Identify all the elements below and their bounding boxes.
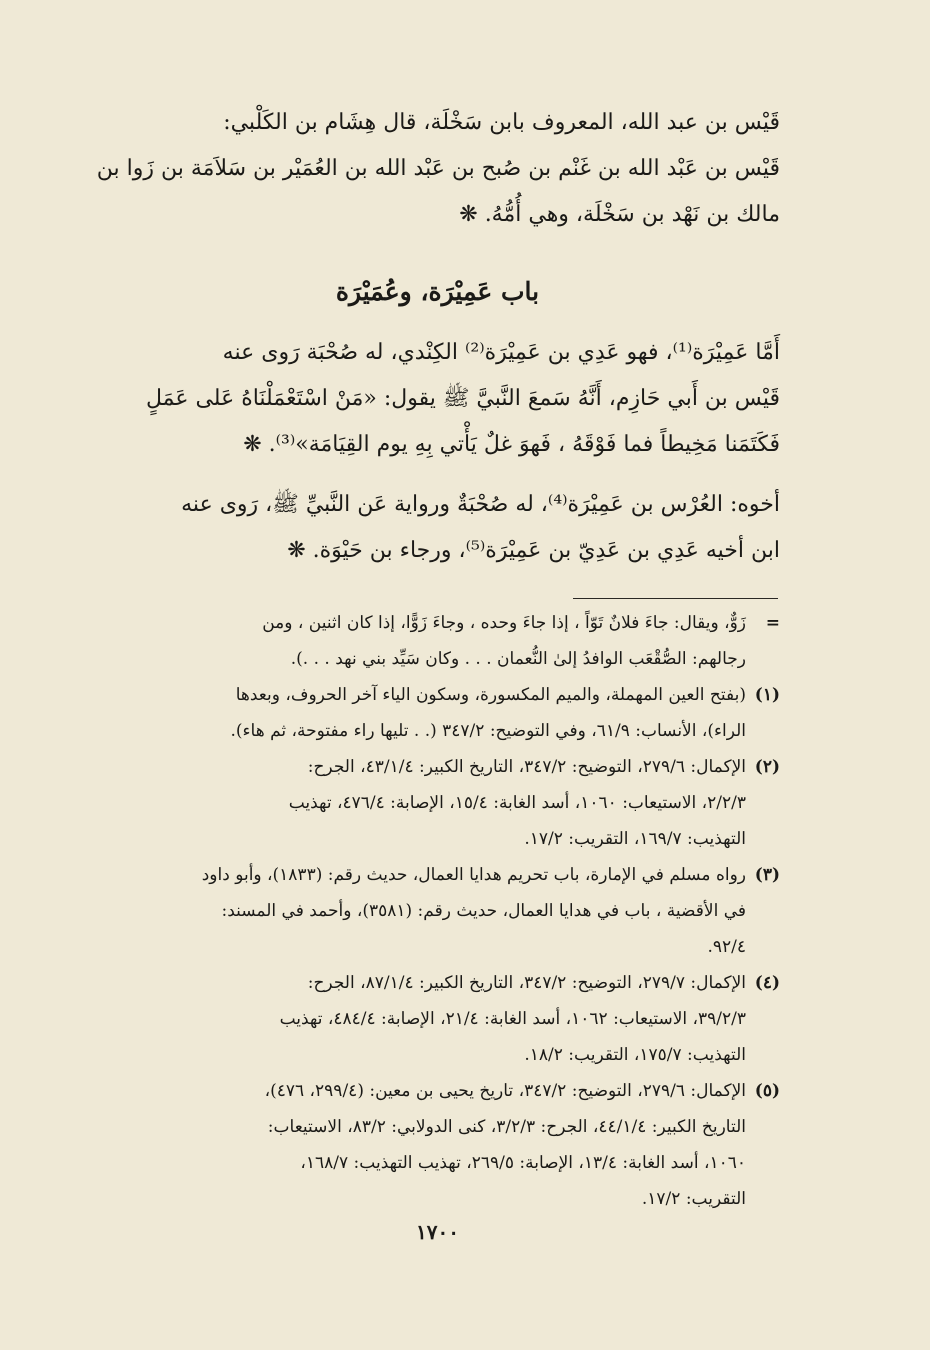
text-line: قَيْس بن أَبي حَازِم، أَنَّهُ سَمعَ النَّبيَّ ﷺ يقول: «مَنْ اسْتَعْمَلْنَاهُ عَلى عَمَلٍ xyxy=(145,386,780,411)
page-number: ١٧٠٠ xyxy=(416,1220,459,1244)
footnote-text xyxy=(95,749,746,857)
footnote-line: التاريخ الكبير: ٤٤/١/٤، الجرح: ٣/٢/٣، كنى الدولابي: ٨٣/٢، الاستيعاب: xyxy=(267,1117,746,1137)
footnote-number: (٥) xyxy=(754,1081,780,1101)
footnotes xyxy=(95,605,780,1217)
footnote-line: زَوٌّ، ويقال: جاءَ فلانٌ تَوّاً ، إذا جاءَ وحده ، وجاءَ زَوًّا، إذا كان اثنين ، ومن xyxy=(262,613,746,633)
footnote-line: ٩٢/٤. xyxy=(707,937,746,957)
footnote-line: ٢/٢/٣، الاستيعاب: ١٠٦٠، أسد الغابة: ١٥/٤، الإصابة: ٤٧٦/٤، تهذيب xyxy=(288,793,746,813)
text-line: قَيْس بن عَبْد الله بن غَنْم بن صُبح بن عَبْد الله بن العُمَيْر بن سَلاَمَة بن زَوا بن xyxy=(96,156,780,181)
footnote-5 xyxy=(95,1073,780,1217)
footnote-3 xyxy=(95,857,780,965)
footnote-1 xyxy=(95,677,780,749)
paragraph-adi xyxy=(95,330,780,468)
footnote-line: رواه مسلم في الإمارة، باب تحريم هدايا العمال، حديث رقم: (١٨٣٣)، وأبو داود xyxy=(201,865,746,885)
footnote-number: (١) xyxy=(754,685,780,705)
footnote-separator xyxy=(573,598,778,599)
text-line: قَيْس بن عبد الله، المعروف بابن سَخْلَة، قال هِشَام بن الكَلْبي: xyxy=(223,110,780,135)
footnote-continuation xyxy=(95,605,780,677)
footnote-2 xyxy=(95,749,780,857)
footnote-number: = xyxy=(765,613,780,633)
footnote-line: رجالهم: الصُّقْعَب الوافدُ إلىٰ النُّعمان . . . وكان سَيِّد بني نهد . . .). xyxy=(290,649,746,669)
footnote-text xyxy=(95,677,746,749)
footnote-line: الإكمال: ٢٧٩/٦، التوضيح: ٣٤٧/٢، التاريخ الكبير: ٤٣/١/٤، الجرح: xyxy=(307,757,746,777)
footnote-text xyxy=(95,1073,746,1217)
footnote-line: في الأقضية ، باب في هدايا العمال، حديث رقم: (٣٥٨١)، وأحمد في المسند: xyxy=(221,901,746,921)
footnote-line: الإكمال: ٢٧٩/٧، التوضيح: ٣٤٧/٢، التاريخ الكبير: ٨٧/١/٤، الجرح: xyxy=(307,973,746,993)
footnote-line: التهذيب: ١٧٥/٧، التقريب: ١٨/٢. xyxy=(524,1045,746,1065)
footnote-line: الراء)، الأنساب: ٦١/٩، وفي التوضيح: ٣٤٧/٢ (. . تليها راء مفتوحة، ثم هاء). xyxy=(230,721,746,741)
footnote-4 xyxy=(95,965,780,1073)
footnote-line: التقريب: ١٧/٢. xyxy=(641,1189,746,1209)
footnote-text xyxy=(95,965,746,1073)
footnote-number: (٤) xyxy=(754,973,780,993)
text-line: ابن أخيه عَدِي بن عَدِيّ بن عَمِيْرَة⁽⁵⁾، ورجاء بن حَيْوَة. ❋ xyxy=(287,538,780,563)
paragraph-urs xyxy=(95,482,780,574)
footnote-separator-wrap xyxy=(95,598,780,599)
text-line: أخوه: العُرْس بن عَمِيْرَة⁽⁴⁾، له صُحْبَةٌ ورواية عَن النَّبيِّ ﷺ، رَوى عنه xyxy=(181,492,780,517)
paragraph-qays xyxy=(95,100,780,238)
section-heading: باب عَمِيْرَة، وعُمَيْرَة xyxy=(335,277,540,306)
footnote-line: ١٠٦٠، أسد الغابة: ١٣/٤، الإصابة: ٢٦٩/٥، تهذيب التهذيب: ١٦٨/٧، xyxy=(300,1153,746,1173)
footnote-number: (٣) xyxy=(754,865,780,885)
footnote-line: (بفتح العين المهملة، والميم المكسورة، وسكون الياء آخر الحروف، وبعدها xyxy=(235,685,746,705)
footnote-text xyxy=(95,605,746,677)
text-line: فَكَتَمَنا مَخِيطاً فما فَوْقَهُ ، فَهوَ غلٌ يَأْتي بِهِ يوم القِيَامَة»⁽³⁾. ❋ xyxy=(243,432,780,457)
footnote-line: التهذيب: ١٦٩/٧، التقريب: ١٧/٢. xyxy=(524,829,746,849)
page xyxy=(95,100,780,1290)
footnote-number: (٢) xyxy=(754,757,780,777)
footnote-line: الإكمال: ٢٧٩/٦، التوضيح: ٣٤٧/٢، تاريخ يحيى بن معين: (٢٩٩/٤، ٤٧٦)، xyxy=(264,1081,746,1101)
footnote-line: ٣٩/٢/٣، الاستيعاب: ١٠٦٢، أسد الغابة: ٢١/٤، الإصابة: ٤٨٤/٤، تهذيب xyxy=(279,1009,746,1029)
footnote-text xyxy=(95,857,746,965)
text-line: أَمَّا عَمِيْرَة⁽¹⁾، فهو عَدِي بن عَمِيْرَة⁽²⁾ الكِنْدي، له صُحْبَة رَوى عنه xyxy=(222,340,780,365)
text-line: مالك بن نَهْد بن سَخْلَة، وهي أُمُّهُ. ❋ xyxy=(459,202,780,227)
